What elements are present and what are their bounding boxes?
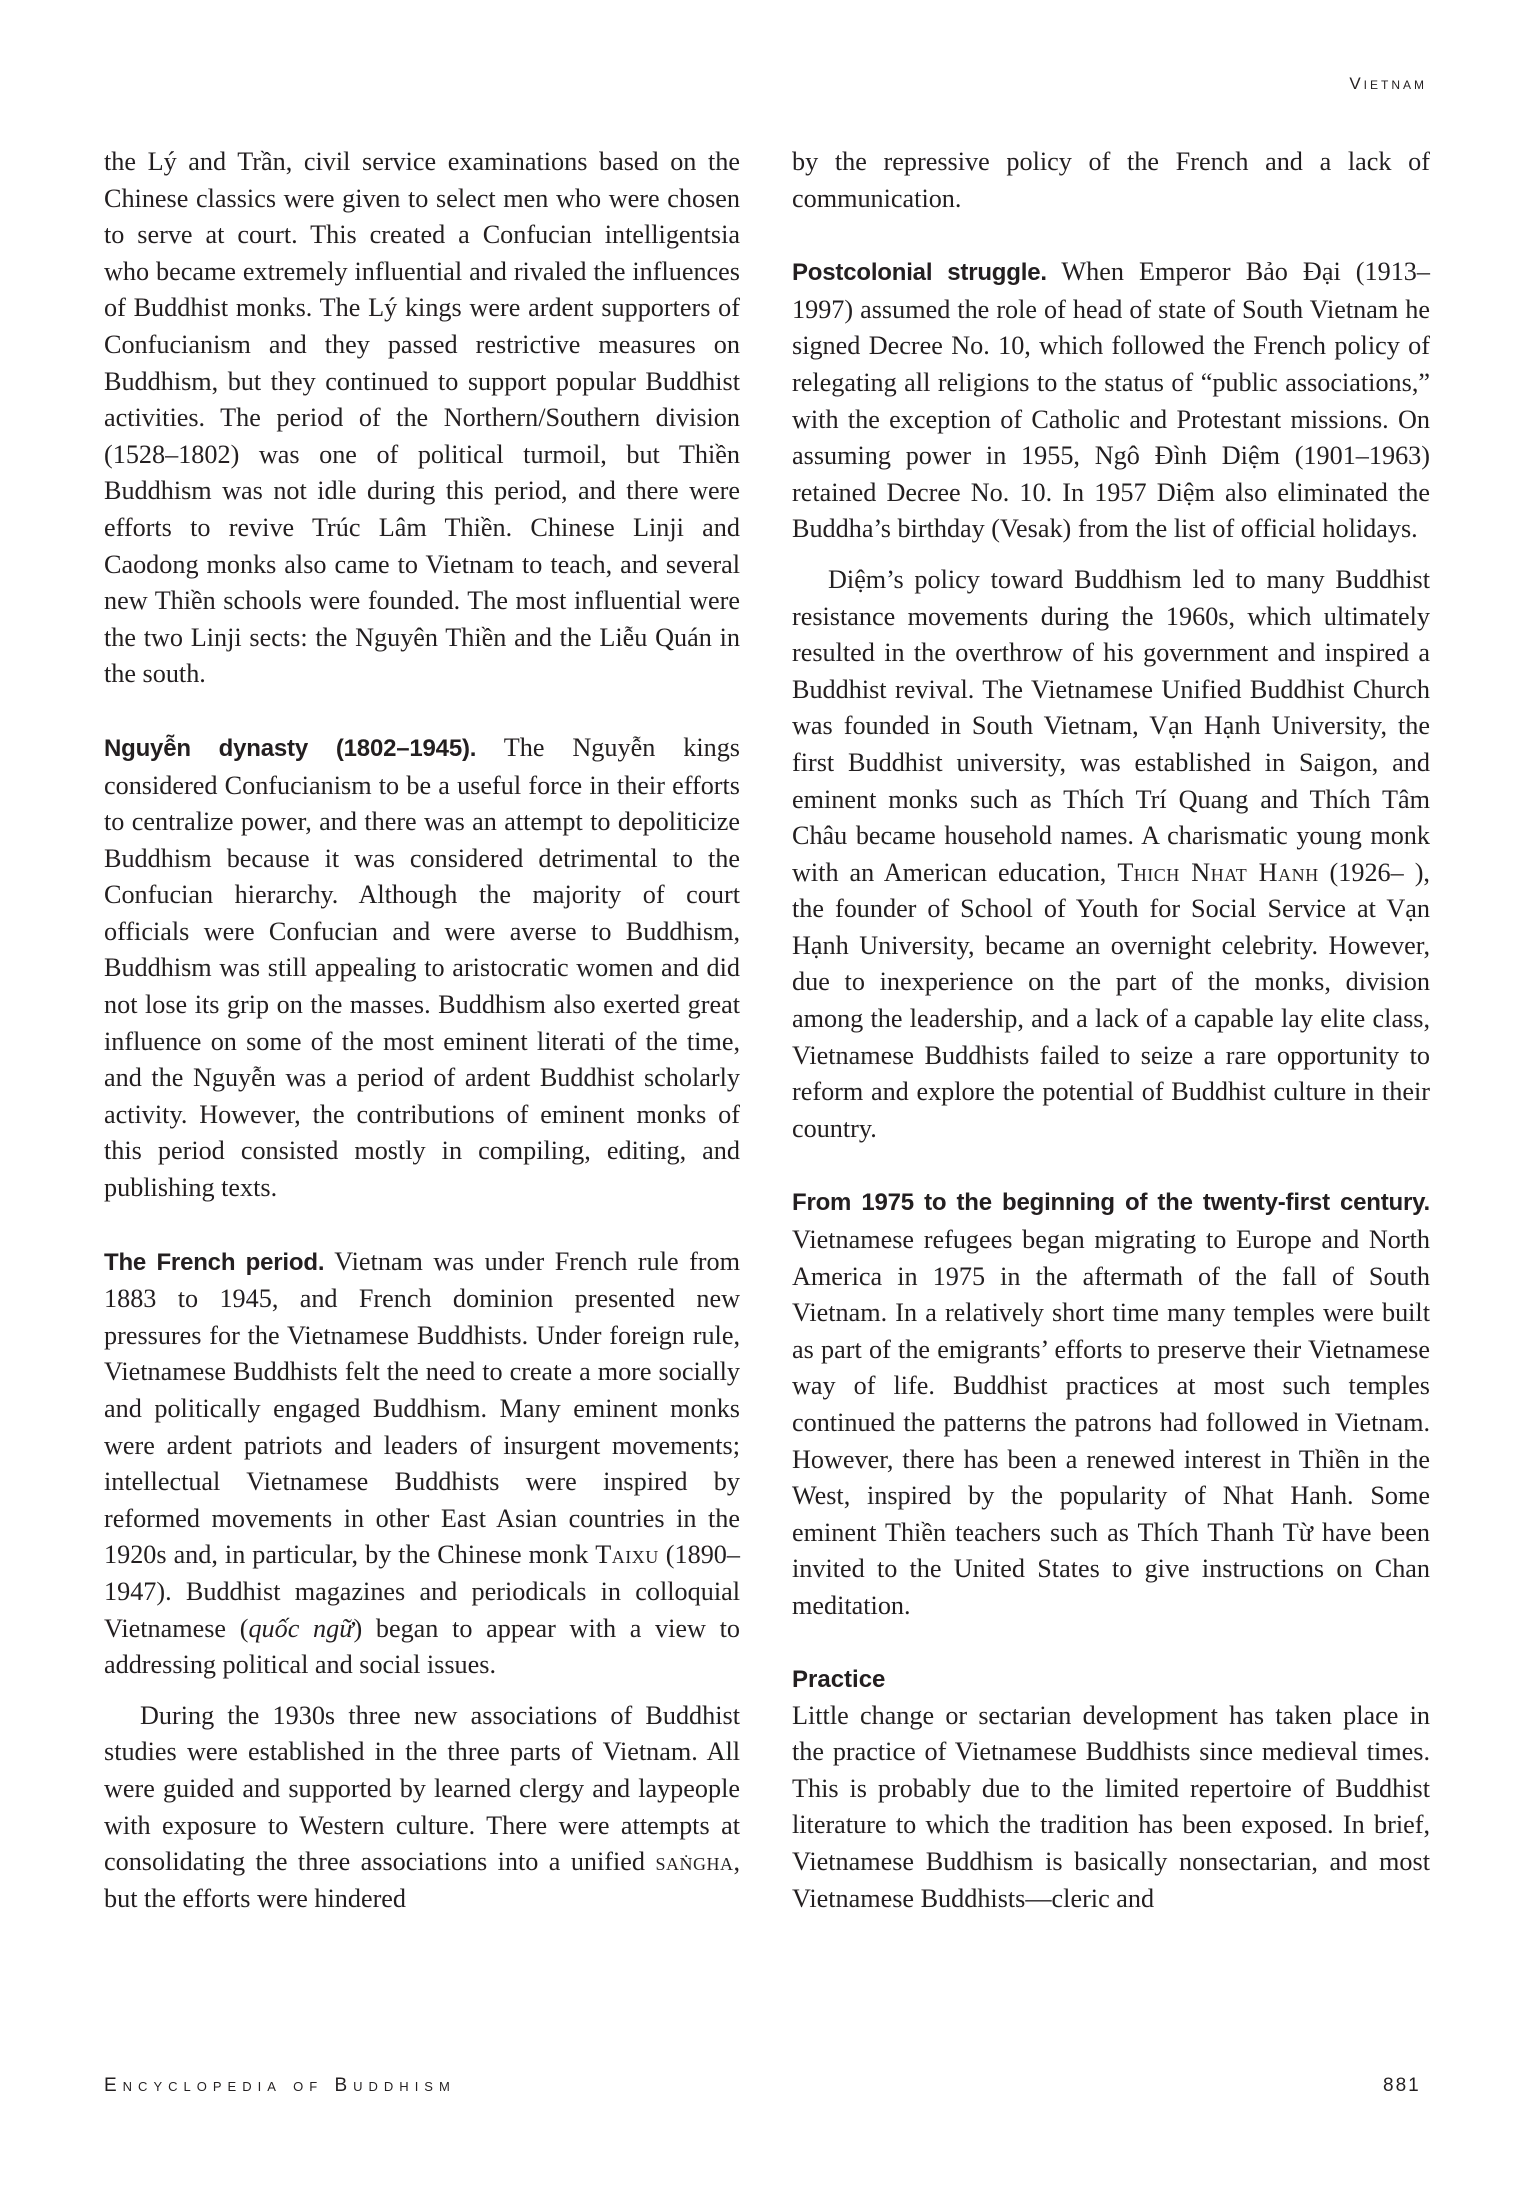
right-column	[792, 144, 1430, 1917]
italic-term-quoc-ngu: quốc ngữ	[248, 1613, 354, 1643]
paragraph-practice: Little change or sectarian development has taken place in the practice of Vietnamese Buddhists since medieval times. This is probably due to the limited repertoire of Buddhist literature to which the tradition has been exposed. In brief, Vietnamese Buddhism is basically nonsectarian, and most Vietnamese Buddhists—cleric and	[792, 1700, 1430, 1913]
section-text-postcolonial: When Emperor Bảo Đại (1913–1997) assumed the role of head of state of South Vietnam he signed Decree No. 10, which followed the French policy of relegating all religions to the status of “public associations,” with the exception of Catholic and Protestant missions. On assuming power in 1955, Ngô Đình Diệm (1901–1963) retained Decree No. 10. In 1957 Diệm also eliminated the Buddha’s birthday (Vesak) from the list of official holidays.	[792, 257, 1430, 544]
running-head-title: Vietnam	[1349, 74, 1427, 93]
section-heading-postcolonial: Postcolonial struggle.	[792, 259, 1047, 287]
paragraph-1930s-text-b: , but the efforts were hindered	[104, 1847, 740, 1913]
paragraph-1930s-text-a: During the 1930s three new associations of Buddhist studies were established in the three parts of Vietnam. All were guided and supported by learned clergy and laypeople with exposure to Western culture. There were attempts at consolidating the three associations into a unified	[104, 1700, 740, 1877]
cross-reference-taixu[interactable]: Taixu	[595, 1540, 659, 1570]
left-column	[104, 144, 740, 1917]
section-heading-nguyen: Nguyễn dynasty (1802–1945).	[104, 734, 477, 762]
paragraph-ly-tran: the Lý and Trần, civil service examinations based on the Chinese classics were given to select men who were chosen to serve at court. This created a Confucian intelligentsia who became extremely influential and rivaled the influences of Buddhist monks. The Lý kings were ardent supporters of Confucianism and they passed restrictive measures on Buddhism, but they continued to support popular Buddhist activities. The period of the Northern/Southern division (1528–1802) was one of political turmoil, but Thiền Buddhism was not idle during this period, and there were efforts to revive Trúc Lâm Thiền. Chinese Linji and Caodong monks also came to Vietnam to teach, and several new Thiền schools were founded. The most influential were the two Linji sects: the Nguyên Thiền and the Liễu Quán in the south.	[104, 147, 740, 689]
section-postcolonial	[792, 254, 1430, 548]
paragraph-diem-text-b: (1926– ), the founder of School of Youth for Social Service at Vạn Hạnh University, became an overnight celebrity. However, due to inexperience on the part of the monks, division among the leadership, and a lack of a capable lay elite class, Vietnamese Buddhists failed to seize a rare opportunity to reform and explore the potential of Buddhist culture in their country.	[792, 857, 1430, 1143]
paragraph-1930s	[104, 1698, 740, 1918]
section-1975	[792, 1184, 1430, 1624]
paragraph-continued: by the repressive policy of the French and a lack of communication.	[792, 147, 1430, 213]
cross-reference-sangha[interactable]: saṅgha	[655, 1847, 734, 1877]
section-heading-practice: Practice	[792, 1665, 886, 1693]
section-nguyen-dynasty	[104, 730, 740, 1207]
section-heading-french: The French period.	[104, 1248, 325, 1276]
section-text-nguyen: The Nguyễn kings considered Confucianism to be a useful force in their efforts to centralize power, and there was an attempt to depoliticize Buddhism because it was considered detrimental to the Confucian hierarchy. Although the majority of court officials were Confucian and were averse to Buddhism, Buddhism was still appealing to aristocratic women and did not lose its grip on the masses. Buddhism also exerted great influence on some of the most eminent literati of the time, and the Nguyễn was a period of ardent Buddhist scholarly activity. However, the contributions of eminent monks of this period consisted mostly in compiling, editing, and publishing texts.	[104, 732, 740, 1203]
section-text-french-b: (1890–1947). Buddhist magazines and periodicals in colloquial Vietnamese (	[104, 1540, 740, 1643]
section-text-1975: Vietnamese refugees began migrating to Europe and North America in 1975 in the aftermath of the fall of South Vietnam. In a relatively short time many temples were built as part of the emigrants’ efforts to preserve their Vietnamese way of life. Buddhist practices at most such temples continued the patterns the patrons had followed in Vietnam. However, there has been a renewed interest in Thiền in the West, inspired by the popularity of Nhat Hanh. Some eminent Thiền teachers such as Thích Thanh Từ have been invited to the United States to give instructions on Chan meditation.	[792, 1225, 1430, 1620]
paragraph-diem-text-a: Diệm’s policy toward Buddhism led to many Buddhist resistance movements during the 1960s, which ultimately resulted in the overthrow of his government and inspired a Buddhist revival. The Vietnamese Unified Buddhist Church was founded in South Vietnam, Vạn Hạnh University, the first Buddhist university, was established in Saigon, and eminent monks such as Thích Trí Quang and Thích Tâm Châu became household names. A charismatic young monk with an American education,	[792, 564, 1430, 887]
section-text-french-c: ) began to appear with a view to addressing political and social issues.	[104, 1613, 741, 1680]
cross-reference-thich-nhat-hanh[interactable]: Thich Nhat Hanh	[1117, 857, 1319, 887]
paragraph-diem-policy	[792, 562, 1430, 1148]
section-heading-1975: From 1975 to the beginning of the twenty-first century.	[792, 1189, 1430, 1217]
section-text-french-a: Vietnam was under French rule from 1883 to 1945, and French dominion presented new pressures for the Vietnamese Buddhists. Under foreign rule, Vietnamese Buddhists felt the need to create a more socially and politically engaged Buddhism. Many eminent monks were ardent patriots and leaders of insurgent movements; intellectual Vietnamese Buddhists were inspired by reformed movements in other East Asian countries in the 1920s and, in particular, by the Chinese monk	[104, 1246, 740, 1570]
footer-book-title: Encyclopedia of Buddhism	[104, 2075, 456, 2096]
section-french-period	[104, 1244, 740, 1684]
page-number: 881	[1383, 2075, 1421, 2096]
